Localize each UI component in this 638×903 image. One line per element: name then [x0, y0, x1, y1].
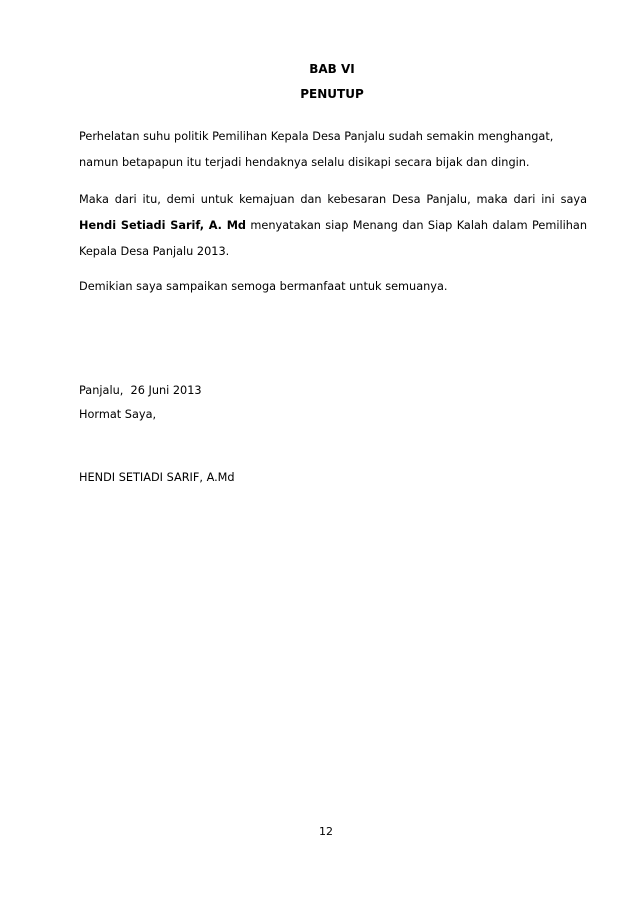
paragraph-closing: Demikian saya sampaikan semoga bermanfaat untuk semuanya. — [79, 280, 448, 293]
paragraph-statement — [79, 187, 587, 265]
candidate-name: Hendi Setiadi Sarif, A. Md — [79, 219, 247, 232]
signature-name: HENDI SETIADI SARIF, A.Md — [79, 471, 235, 484]
paragraph-statement-before: Maka dari itu, demi untuk kemajuan dan kebesaran Desa Panjalu, maka dari ini saya — [79, 193, 587, 206]
page-number: 12 — [319, 825, 333, 838]
section-heading: PENUTUP — [300, 87, 364, 101]
signature-place-date: Panjalu, 26 Juni 2013 — [79, 384, 202, 397]
paragraph-intro: Perhelatan suhu politik Pemilihan Kepala Desa Panjalu sudah semakin menghangat, namun betapapun itu terjadi hendaknya selalu disikapi secara bijak dan dingin. — [79, 130, 554, 169]
chapter-title: BAB VI — [309, 62, 355, 76]
signature-greeting: Hormat Saya, — [79, 408, 157, 421]
paragraph-statement-after: menyatakan siap Menang dan Siap Kalah dalam Pemilihan Kepala Desa Panjalu 2013. — [79, 219, 587, 258]
